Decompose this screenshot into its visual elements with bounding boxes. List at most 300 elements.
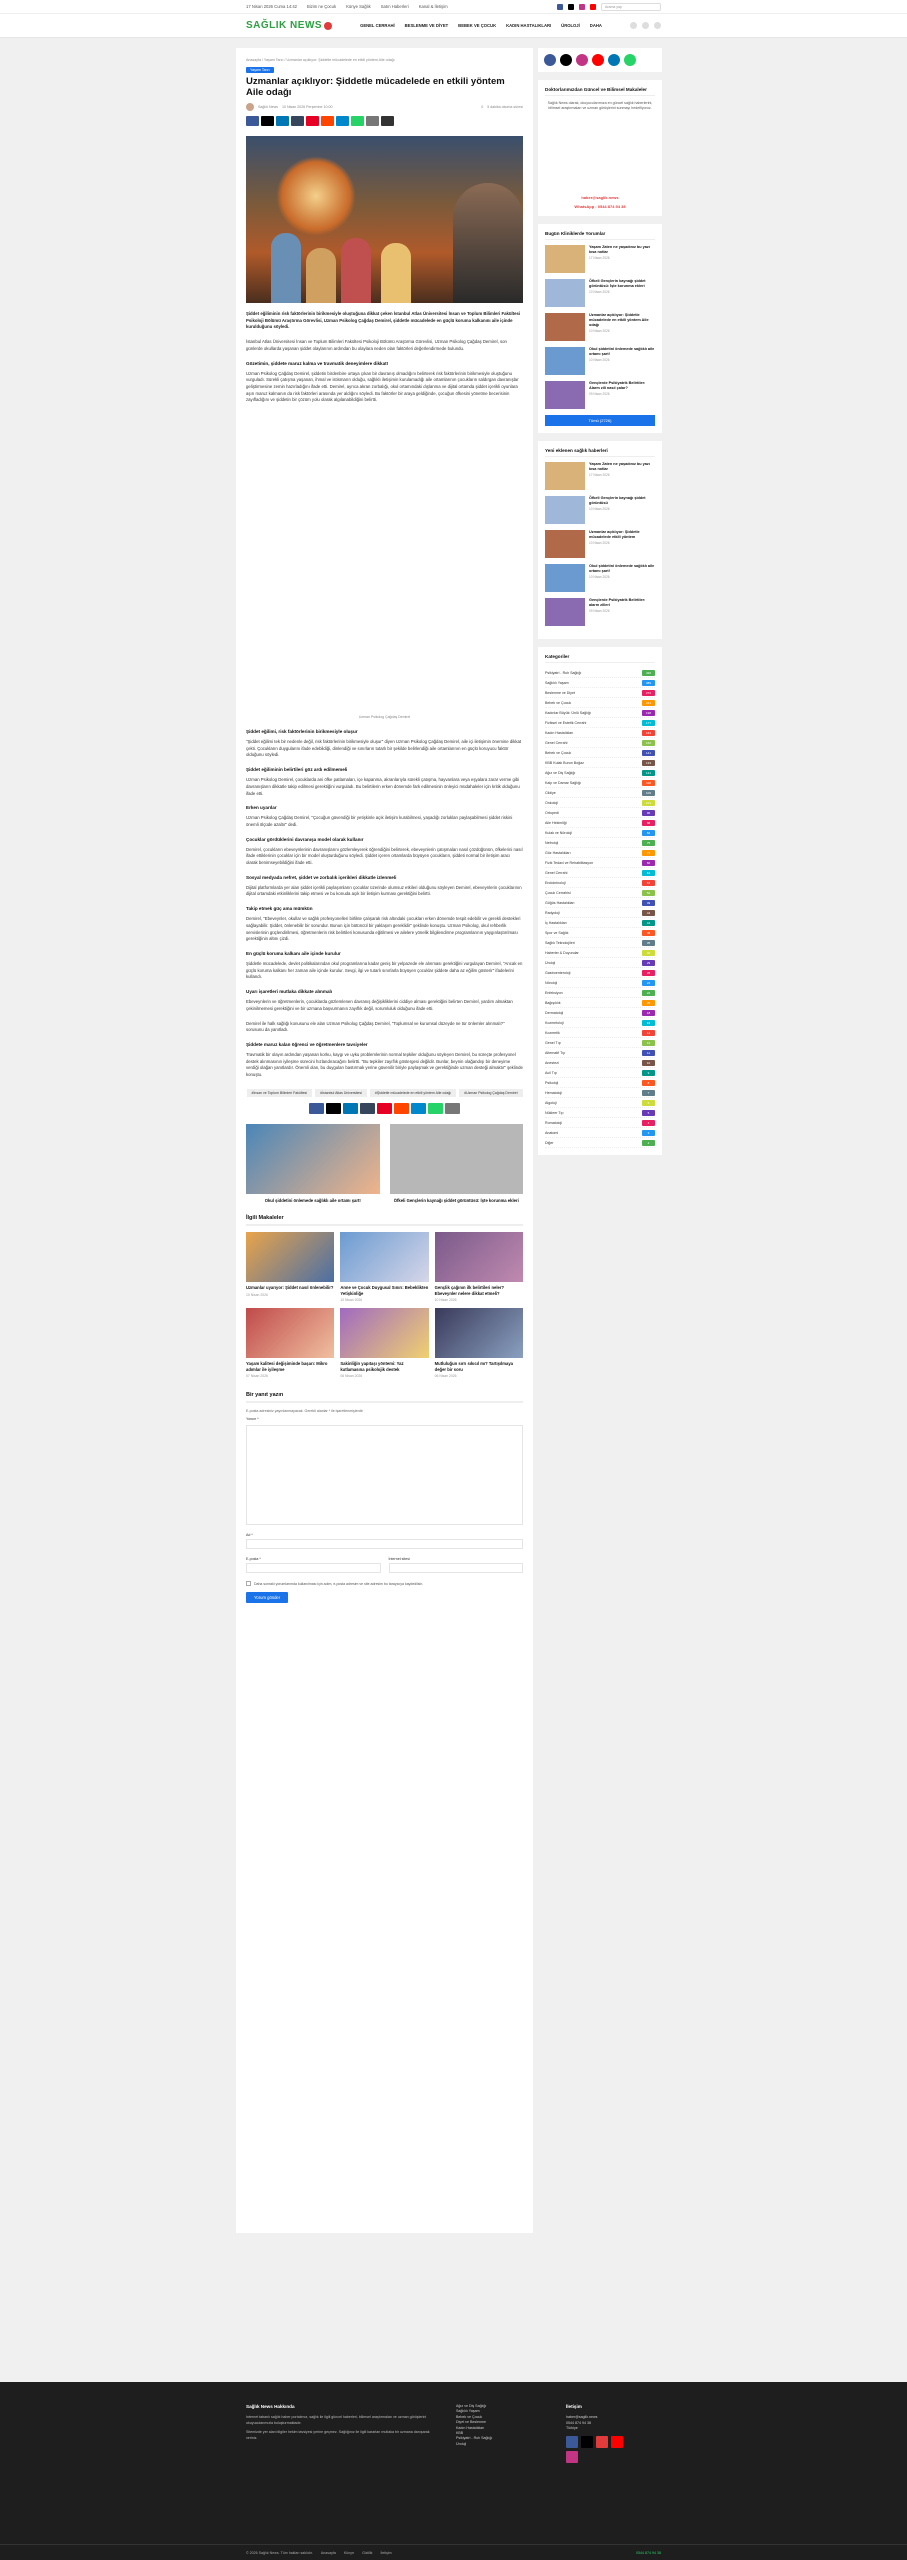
share-pinterest-icon[interactable]	[306, 116, 319, 126]
top-link-1[interactable]: Bizim ne Çocuk	[306, 4, 337, 9]
category-count: 133	[642, 760, 655, 766]
category-name[interactable]: Algoloji	[545, 1100, 557, 1105]
paragraph: Uzman Psikolog Çağdaş Demirel, "Çocuğun güvendiği bir yetişkinle açık iletişim kurabilmesi, yaşadığı zorlukları paylaşabilmesi şiddet riskini önemli ölçüde azaltır" dedi.	[246, 815, 513, 827]
footer-bottom-link[interactable]: İletişim	[380, 2550, 392, 2555]
category-count: 3	[642, 1130, 655, 1136]
category-name[interactable]: Genel Cerrahi	[545, 870, 568, 875]
heart-icon	[324, 22, 332, 30]
footer-whatsapp[interactable]: 0544 874 94 38	[636, 2550, 661, 2555]
category-name[interactable]: Kalp ve Damar Sağlığı	[545, 780, 581, 785]
share-bar	[246, 116, 523, 126]
category-count: 66	[642, 860, 655, 866]
related-date: 10 Nisan 2026	[340, 1298, 363, 1303]
category-name[interactable]: Cildiye	[545, 790, 556, 795]
facebook-icon[interactable]	[557, 4, 563, 10]
category-name[interactable]: Fizik Tedavi ve Rehabilitasyon	[545, 860, 594, 865]
nav-uroloji[interactable]: ÜROLOJİ	[561, 23, 580, 28]
next-post-title[interactable]: Öfkeli Gençlerin kaynağı şiddet görüntüsü: İşte korunma ekleri	[393, 1197, 519, 1203]
category-name[interactable]: Kozmetik	[545, 1030, 560, 1035]
category-item[interactable]	[545, 678, 655, 688]
category-name[interactable]: Radyoloji	[545, 910, 560, 915]
category-count: 71	[642, 850, 655, 856]
prev-next-posts	[246, 1124, 523, 1204]
site-header	[0, 14, 907, 38]
share-reddit-icon[interactable]	[321, 116, 334, 126]
email-label: E-posta *	[246, 1557, 261, 1562]
category-item[interactable]	[545, 1018, 655, 1028]
category-count: 389	[642, 680, 655, 686]
paragraph: "Şiddet eğilimi tek bir nedenle değil, risk faktörlerinin birikmesiyle oluşur" diyen Uzman Psikolog Çağdaş Demirel, aile içi iletişimin önemine dikkat çekti. Çocukların duygularını ifade edebildiği, dinlendiği ve sınırların tutarlı bir şekilde belirlendiği aile ortamlarının en güçlü koruyucu faktör olduğunu söyledi.	[246, 739, 522, 758]
related-grid	[246, 1232, 523, 1378]
category-name[interactable]: Onkoloji	[545, 800, 558, 805]
footer-link[interactable]: Üroloji	[456, 2441, 467, 2446]
recent-widget	[538, 441, 662, 639]
footer-link[interactable]: Bebek ve Çocuk	[456, 2414, 483, 2419]
category-item[interactable]	[545, 708, 655, 718]
footer-link[interactable]: KBB	[456, 2431, 464, 2436]
paragraph: Demirel, "Ebeveynler, okullar ve sağlık profesyonelleri birlikte çalışarak risk altındaki çocukları erken dönemde tespit edebilir ve gerekli destekleri sağlayabilir. Şiddet, önlenebilir bir sorundur. Bunun için bütüncül bir yaklaşım gereklidir" şeklinde konuştu. Uzman Psikolog, okul rehberlik servislerinin güçlendirilmesi, öğretmenlerin risk belirtileri konusunda eğitilmesi ve ailelere yönelik bilgilendirme programlarının yaygınlaştırılması gerektiğinin altını çizdi.	[246, 916, 521, 942]
name-field[interactable]	[246, 1539, 523, 1549]
related-title[interactable]: Gençlik çağının ilk belirtileri neler? Ebeveynler nelere dikkat etmeli?	[434, 1285, 505, 1296]
name-label: Ad *	[246, 1533, 253, 1538]
category-name[interactable]: Bebek ve Çocuk	[545, 750, 572, 755]
hero-image	[246, 136, 523, 303]
related-card[interactable]	[246, 1232, 334, 1302]
category-count: 96	[642, 810, 655, 816]
footer-link[interactable]: Sağlıklı Yaşam	[456, 2409, 480, 2414]
comment-textarea[interactable]	[246, 1425, 523, 1525]
list-item[interactable]: Uzmanlar açıklıyor: Şiddetle mücadelede en etkili yöntem Aile odağı 10 Nisan 2026	[545, 313, 655, 341]
category-item[interactable]	[545, 978, 655, 988]
category-item[interactable]	[545, 768, 655, 778]
category-item[interactable]	[545, 988, 655, 998]
category-count: 12	[642, 1040, 655, 1046]
subheading: Şiddet eğilimi, risk faktörlerinin birikmesiyle oluşur	[246, 729, 358, 735]
category-item[interactable]	[545, 718, 655, 728]
prev-post[interactable]	[246, 1124, 380, 1204]
nav-genel-cerrahi[interactable]: GENEL CERRAHİ	[360, 23, 395, 28]
footer-bottom-link[interactable]: Anasayfa	[320, 2550, 336, 2555]
category-item[interactable]	[545, 1108, 655, 1118]
related-card[interactable]	[435, 1232, 523, 1302]
instagram-icon[interactable]	[579, 4, 585, 10]
category-count: 9	[642, 1070, 655, 1076]
footer-link[interactable]: Kadın Hastalıkları	[456, 2425, 485, 2430]
nav-kadin[interactable]: KADIN HASTALIKLARI	[506, 23, 552, 28]
subheading: Uyarı işaretleri mutlaka dikkate alınmalı	[246, 989, 333, 995]
category-name[interactable]: Diğer	[545, 1140, 554, 1145]
category-name[interactable]: Genel Tıp	[545, 1040, 561, 1045]
whatsapp-icon[interactable]	[624, 54, 636, 66]
moon-icon[interactable]	[642, 22, 649, 29]
category-item[interactable]	[545, 1008, 655, 1018]
article-date: 10 Nisan 2026 Perşembe 10:00	[281, 105, 333, 109]
category-item[interactable]	[545, 1078, 655, 1088]
list-item[interactable]: Okul şiddetini önlemede sağlıklı aile ortamı şart! 10 Nisan 2026	[545, 347, 655, 375]
category-count: 109	[642, 790, 655, 796]
top-link-3[interactable]: Satın Haberleri	[380, 4, 409, 9]
footer-link[interactable]: Ağız ve Diş Sağlığı	[456, 2404, 487, 2408]
widget-title: Kategoriler	[545, 654, 655, 663]
category-item[interactable]	[545, 1088, 655, 1098]
top-link-4[interactable]: Kanal & İletişim	[418, 4, 448, 9]
category-count: 7	[642, 1090, 655, 1096]
category-name[interactable]: Acil Tıp	[545, 1070, 557, 1075]
x-icon[interactable]	[568, 4, 574, 10]
category-count: 24	[642, 980, 655, 986]
category-item[interactable]	[545, 1128, 655, 1138]
instagram-icon[interactable]	[576, 54, 588, 66]
category-name[interactable]: Psikiyatri - Ruh Sağlığı	[545, 670, 582, 675]
search-icon[interactable]	[630, 22, 637, 29]
category-name[interactable]: Spor ve Sağlık	[545, 930, 569, 935]
breadcrumb[interactable]: Anasayfa / Yaşam Tarzı / Uzmanlar açıklıyor: Şiddetle mücadelede en etkili yöntem Aile odağı	[246, 58, 395, 62]
subheading: Takip etmek güç ama mümkün	[246, 906, 313, 912]
category-count: 10	[642, 1060, 655, 1066]
category-count: 18	[642, 1010, 655, 1016]
paragraph: Demirel ile halk sağlığı konusunu ele alan Uzman Psikolog Çağdaş Demirel, "Toplumsal ve kurumsal düzeyde ne tür önlemler alınmalı?" sorusunu da yanıtladı.	[246, 1020, 505, 1033]
category-item[interactable]	[545, 738, 655, 748]
related-title[interactable]: Sakinliğin yapıtaşı yöntemi: Yaz kutlamasına psikolojik destek	[340, 1361, 404, 1372]
category-name[interactable]: Ortopedi	[545, 810, 559, 815]
category-count: 41	[642, 920, 655, 926]
facebook-icon[interactable]	[566, 2436, 578, 2448]
article-title: Uzmanlar açıklıyor: Şiddetle mücadelede en etkili yöntem Aile odağı	[246, 76, 505, 98]
category-item[interactable]	[545, 818, 655, 828]
list-item[interactable]: Öfkeli Gençlerin kaynağı şiddet görüntüsü 10 Nisan 2026	[545, 496, 655, 524]
category-count: 61	[642, 870, 655, 876]
facebook-icon[interactable]	[544, 54, 556, 66]
category-count: 75	[642, 840, 655, 846]
prev-post-title[interactable]: Okul şiddetini önlemede sağlıklı aile ortamı şart!	[264, 1197, 361, 1203]
paragraph: Uzman Psikolog Çağdaş Demirel, şiddetin birdenbire ortaya çıkan bir davranış olmadığını belirterek risk faktörlerinin birikmesiyle oluştuğunu vurguladı. Sürekli çatışma yaşanan, ihmal ve istismarın olduğu, sağlıklı iletişimin kurulamadığı aile ortamlarının çocukların saldırgan davranışlar geliştirmesine zemin hazırladığını ifade etti. Demirel, ayrıca akran zorbalığı, okul ortamındaki dışlanma ve dijital ortamda şiddet içerikli oyunlara aşırı maruz kalmanın da risk faktörleri arasında yer aldığını söyledi. Bu faktörler bir araya geldiğinde, çocuğun öfkesini yönetme becerisinin zayıfladığını ve şiddetin bir çözüm yolu olarak algılanabildiğini belirtti.	[246, 370, 519, 403]
category-name[interactable]: Aile Hekimliği	[545, 820, 567, 825]
category-item[interactable]	[545, 938, 655, 948]
category-name[interactable]: Bebek ve Çocuk	[545, 700, 572, 705]
category-name[interactable]: Fiziksel ve Estetik Cerrahi	[545, 720, 587, 725]
article-lead: Şiddet eğiliminin risk faktörlerinin birikmesiyle oluştuğuna dikkat çeken İstanbul Atlas Üniversitesi İnsan ve Toplum Bilimleri Fakültesi Psikoloji Bölümü Araştırma Görevlisi, Uzman Psikolog Çağdaş Demirel, şiddetle mücadelede en güçlü koruma kalkanını aile içinde kurulduğunu söyledi.	[246, 311, 521, 330]
footer-bottom-link[interactable]: Gizlilik	[362, 2550, 373, 2555]
related-card[interactable]	[340, 1308, 428, 1378]
category-count: 16	[642, 1020, 655, 1026]
related-title[interactable]: Anne ve Çocuk Duygusal Sınırı: Bebeklikten Yetişkinliğe	[340, 1285, 429, 1296]
category-item[interactable]	[545, 728, 655, 738]
list-item[interactable]: Yaşam Zaten ne yaşadınız bu yazı kısa notlar 17 Nisan 2026	[545, 462, 655, 490]
list-item[interactable]: Öfkeli Gençlerin kaynağı şiddet görüntüsü: İşte korunma ekleri 10 Nisan 2026	[545, 279, 655, 307]
subheading: Çocuklar gördüklerini davranışa model olarak kullanır	[246, 836, 364, 842]
category-item[interactable]	[545, 878, 655, 888]
category-item[interactable]	[545, 1058, 655, 1068]
category-count: 152	[642, 740, 655, 746]
paragraph: Ebeveynlerin ve öğretmenlerin, çocuklarda gözlemlenen davranış değişikliklerini ciddiye alması gerektiğini belirten Demirel, yardım almaktan çekinilmemesi gerektiğini ve bir uzmana başvurmanın zayıflık değil, sorumluluk olduğunu ifade etti.	[246, 999, 513, 1011]
related-card[interactable]	[435, 1308, 523, 1378]
category-item[interactable]	[545, 1138, 655, 1148]
pinterest-icon[interactable]	[596, 2436, 608, 2448]
email-field[interactable]	[246, 1563, 381, 1573]
category-name[interactable]: Anestezi	[545, 1060, 559, 1065]
tag[interactable]: #Uzman Psikolog Çağdaş Demirel	[459, 1089, 522, 1097]
category-name[interactable]: Nöroloji	[545, 980, 558, 985]
avatar	[246, 103, 254, 111]
category-item[interactable]	[545, 1048, 655, 1058]
youtube-icon[interactable]	[592, 54, 604, 66]
category-count: 20	[642, 1000, 655, 1006]
category-name[interactable]: İç Hastalıkları	[545, 920, 567, 925]
sidebar-social	[538, 48, 662, 72]
related-heading: İlgili Makaleler	[246, 1215, 523, 1226]
category-name[interactable]: KBB Kulak Burun Boğaz	[545, 760, 584, 765]
tag[interactable]: #Şiddetle mücadelede en etkili yöntem Aile odağı	[370, 1089, 456, 1097]
category-count: 11	[642, 1050, 655, 1056]
comment-count[interactable]: 0	[481, 105, 484, 109]
share-linkedin-icon[interactable]	[343, 1103, 358, 1114]
linkedin-icon[interactable]	[608, 54, 620, 66]
share-linkedin-icon[interactable]	[276, 116, 289, 126]
list-item[interactable]: Okul şiddetini önlemede sağlıklı aile ortamı şart! 10 Nisan 2026	[545, 564, 655, 592]
menu-icon[interactable]	[654, 22, 661, 29]
comment-note: E-posta adresiniz yayınlanmayacak. Gerekli alanlar * ile işaretlenmişlerdir	[246, 1409, 363, 1414]
category-name[interactable]: Beslenme ve Diyet	[545, 690, 575, 695]
category-name[interactable]: Enfeksiyon	[545, 990, 563, 995]
nav-bebek-cocuk[interactable]: BEBEK VE ÇOCUK	[458, 23, 497, 28]
paragraph: Şiddetle mücadelede, devlet politikalarından okul programlarına kadar geniş bir yelpazede ele alınması gerektiğini vurgulayan Demirel, "Ancak en güçlü koruma kalkanı her zaman aile içinde kurulur. Sevgi, ilgi ve tutarlı sınırlarla büyüyen çocuklar şiddete daha az eğilim gösterir" ifadelerini kullandı.	[246, 960, 523, 980]
subheading: Erken uyarılar	[246, 805, 277, 811]
category-name[interactable]: Hematoloji	[545, 1090, 562, 1095]
category-item[interactable]	[545, 758, 655, 768]
instagram-icon[interactable]	[566, 2451, 578, 2463]
category-name[interactable]: Sağlık Teknolojileri	[545, 940, 575, 945]
list-item[interactable]: Gençlerde Psikiyatrik Belirtiler: Alarm zili nasıl çalar? 09 Nisan 2026	[545, 381, 655, 409]
category-item[interactable]	[545, 918, 655, 928]
category-name[interactable]: Anatomi	[545, 1130, 559, 1135]
category-item[interactable]	[545, 898, 655, 908]
popular-widget	[538, 224, 662, 433]
contact-phone[interactable]: WhatsApp : 0544 874 94 38	[574, 204, 626, 209]
subheading: Şiddet eğiliminin belirtileri göz ardı edilmemeli	[246, 767, 348, 773]
share-mail-icon[interactable]	[366, 116, 379, 126]
footer-link[interactable]: Diyet ve Beslenme	[456, 2420, 486, 2425]
related-card[interactable]	[340, 1232, 428, 1302]
share-tumblr-icon[interactable]	[291, 116, 304, 126]
x-icon[interactable]	[560, 54, 572, 66]
footer-phone[interactable]: 0544 874 94 38	[566, 2420, 591, 2425]
subheading: Sosyal medyada nefret, şiddet ve zorbalık içerikleri dikkatle izlenmeli	[246, 874, 397, 880]
article-figure	[246, 412, 523, 712]
search-input[interactable]: Arama yap	[601, 3, 661, 11]
category-item[interactable]	[545, 778, 655, 788]
related-card[interactable]	[246, 1308, 334, 1378]
comment-heading: Bir yanıt yazın	[246, 1392, 523, 1403]
share-x-icon[interactable]	[261, 116, 274, 126]
category-name[interactable]: Romatoloji	[545, 1120, 562, 1125]
site-footer	[0, 2382, 907, 2560]
share-whatsapp-icon[interactable]	[351, 116, 364, 126]
category-count: 241	[642, 700, 655, 706]
list-item[interactable]: Gençlerde Psikiyatrik Belirtiler: alarm zilleri 09 Nisan 2026	[545, 598, 655, 626]
paragraph: Demirel, çocukların ebeveynlerinin davranışlarını gözlemleyerek öğrendiğini belirterek, ebeveynlerin çatışmaları nasıl çözdüğünün, öfkelerini nasıl ifade ettiklerinin çocuklar için bir model oluşturduğunu söyledi. Şiddet içeren ortamlarda büyüyen çocukların, şiddeti normal bir iletişim aracı olarak benimseyebildiğini ifade etti.	[246, 846, 523, 866]
share-x-icon[interactable]	[326, 1103, 341, 1114]
footer-contact-title: İletişim	[566, 2404, 582, 2409]
nav-daha[interactable]: DAHA	[589, 23, 602, 28]
category-count: 4	[642, 1120, 655, 1126]
category-count: 426	[642, 670, 655, 676]
share-facebook-icon[interactable]	[246, 116, 259, 126]
footer-about-text: Internet tabanlı sağlık haber portalımız, sağlık ile ilgili güncel haberleri, bilimsel araştırmaları ve uzman görüşlerini okuyucularımızla buluşturmaktadır.	[246, 2415, 427, 2425]
category-item[interactable]	[545, 1038, 655, 1048]
category-name[interactable]: Endokrinoloji	[545, 880, 566, 885]
related-title[interactable]: Mutluluğun sırrı sıkıcıl mı? Tartışılmaya değer bir soru	[434, 1361, 513, 1372]
category-name[interactable]: Nükleer Tıp	[545, 1110, 564, 1115]
youtube-icon[interactable]	[611, 2436, 623, 2448]
category-count: 141	[642, 750, 655, 756]
tag[interactable]: #İstanbul Atlas Üniversitesi	[315, 1089, 367, 1097]
category-name[interactable]: Göz Hastalıkları	[545, 850, 571, 855]
paragraph: Uzman Psikolog Demirel, çocuklarda ani öfke patlamaları, içe kapanma, akranlarıyla sürekli çatışma, hayvanlara veya eşyalara zarar verme gibi davranışların dikkatle takip edilmesi gerektiğini vurguladı. Bu belirtilerin erken dönemde fark edilmesinin önleyici müdahaleler için kritik olduğunu ifade etti.	[246, 777, 520, 796]
category-count: 22	[642, 990, 655, 996]
share-pinterest-icon[interactable]	[377, 1103, 392, 1114]
share-facebook-icon[interactable]	[309, 1103, 324, 1114]
category-name[interactable]: Çocuk Cerrahisi	[545, 890, 571, 895]
about-text: Sağlık News olarak, okuyucularımıza en güncel sağlık haberlerini, bilimsel araştırmaları ve uzman görüşlerini sunmayı hedefliyoruz.	[547, 101, 653, 111]
category-name[interactable]: Dermatoloji	[545, 1010, 564, 1015]
category-item[interactable]	[545, 888, 655, 898]
submit-comment-button[interactable]: Yorum gönder	[246, 1592, 288, 1603]
category-count: 2	[642, 1140, 655, 1146]
contact-email[interactable]: haber@saglik.news	[581, 195, 619, 200]
category-item[interactable]	[545, 928, 655, 938]
category-name[interactable]: Kadın Hastalıkları	[545, 730, 574, 735]
related-title[interactable]: Uzmanlar uyarıyor: Şiddet nasıl önlenebilir?	[246, 1285, 334, 1291]
save-info-checkbox[interactable]	[246, 1581, 251, 1586]
category-item[interactable]	[545, 838, 655, 848]
tag[interactable]: #İnsan ve Toplum Bilimleri Fakültesi	[247, 1089, 313, 1097]
top-link-2[interactable]: Künye Sağlık	[346, 4, 371, 9]
category-count: 101	[642, 800, 655, 806]
paragraph: Dijital platformlarda yer alan şiddet içerikli paylaşımların çocuklar üzerinde olumsuz etkileri olduğunu söyleyen Demirel, ebeveynlerin çocuklarının dijital ortamdaki etkinliklerini takip etmesi ve bu konuda açık bir iletişim kurması gerektiğini belirtti.	[246, 884, 522, 897]
category-item[interactable]	[545, 798, 655, 808]
footer-bottom-link[interactable]: Künye	[343, 2550, 355, 2555]
nav-beslenme[interactable]: BESLENME VE DİYET	[404, 23, 449, 28]
list-item[interactable]: Uzmanlar açıklıyor: Şiddetle mücadelede etkili yöntem 10 Nisan 2026	[545, 530, 655, 558]
category-name[interactable]: Kadınlar Büyük: Ünlü Sağlığı	[545, 710, 591, 715]
category-item[interactable]	[545, 688, 655, 698]
share-print-icon[interactable]	[381, 116, 394, 126]
share-telegram-icon[interactable]	[336, 116, 349, 126]
category-item[interactable]	[545, 968, 655, 978]
category-count: 118	[642, 780, 655, 786]
website-field[interactable]	[389, 1563, 524, 1573]
category-item[interactable]	[545, 748, 655, 758]
share-telegram-icon[interactable]	[411, 1103, 426, 1114]
next-post[interactable]	[390, 1124, 524, 1204]
article-content	[236, 48, 533, 2233]
category-name[interactable]: Ağız ve Diş Sağlığı	[545, 770, 576, 775]
category-item[interactable]	[545, 808, 655, 818]
site-logo[interactable]	[246, 20, 332, 31]
category-count: 49	[642, 900, 655, 906]
category-name[interactable]: Haberler & Duyurular	[545, 950, 579, 955]
category-count: 14	[642, 1030, 655, 1036]
subheading: En güçlü koruma kalkanı aile içinde kurulur	[246, 950, 341, 956]
category-item[interactable]	[545, 958, 655, 968]
save-info-label: Daha sonraki yorumlarımda kullanılması için adım, e-posta adresim ve site adresim bu tarayıcıya kaydedilsin.	[254, 1581, 424, 1586]
list-item[interactable]: Yaşam Zaten ne yaşadınız bu yazı kısa notlar 17 Nisan 2026	[545, 245, 655, 273]
more-button[interactable]: Tümü (2726)	[545, 415, 655, 426]
article-meta	[246, 103, 523, 111]
footer-about-text-2: Sitemizde yer alan bilgiler hekim tavsiyesi yerine geçmez. Sağlığınız ile ilgili kararları mutlaka bir uzmana danışarak veriniz.	[246, 2430, 430, 2440]
category-name[interactable]: Bağışıklık	[545, 1000, 561, 1005]
category-count: 5	[642, 1110, 655, 1116]
share-whatsapp-icon[interactable]	[428, 1103, 443, 1114]
x-icon[interactable]	[581, 2436, 593, 2448]
category-item[interactable]	[545, 858, 655, 868]
category-item[interactable]	[545, 998, 655, 1008]
category-name[interactable]: Psikoloji	[545, 1080, 559, 1085]
category-item[interactable]	[545, 948, 655, 958]
category-name[interactable]: Gastroenteroloji	[545, 970, 571, 975]
category-item[interactable]	[545, 868, 655, 878]
top-bar	[0, 0, 907, 14]
category-count: 164	[642, 730, 655, 736]
category-item[interactable]	[545, 908, 655, 918]
category-count: 35	[642, 940, 655, 946]
author-name[interactable]: Sağlık News	[258, 105, 278, 109]
category-name[interactable]: Genel Cerrahi	[545, 740, 568, 745]
share-reddit-icon[interactable]	[394, 1103, 409, 1114]
youtube-icon[interactable]	[590, 4, 596, 10]
category-item[interactable]	[545, 668, 655, 678]
category-badge[interactable]: Yaşam Tarzı	[246, 67, 274, 73]
related-title[interactable]: Yaşam kalitesi değişiminde başarı: Mikro adımlar ile iyileşme	[246, 1361, 328, 1372]
category-name[interactable]: Alternatif Tıp	[545, 1050, 566, 1055]
category-name[interactable]: Kulak ve Nöroloji	[545, 830, 572, 835]
category-item[interactable]	[545, 698, 655, 708]
category-count: 198	[642, 710, 655, 716]
share-mail-icon[interactable]	[445, 1103, 460, 1114]
related-date: 06 Nisan 2026	[434, 1374, 457, 1379]
category-name[interactable]: Nefroloji	[545, 840, 559, 845]
footer-email[interactable]: haber@saglik.news	[566, 2415, 598, 2420]
category-item[interactable]	[545, 788, 655, 798]
category-item[interactable]	[545, 848, 655, 858]
logo-text: SAĞLIK NEWS	[246, 20, 323, 31]
comment-label: Yorum *	[246, 1417, 259, 1422]
category-name[interactable]: Kozmetoloji	[545, 1020, 564, 1025]
category-count: 26	[642, 970, 655, 976]
widget-title: Bugün Kliniklerde Yorumlar	[545, 231, 655, 240]
category-name[interactable]: Üroloji	[545, 960, 556, 965]
category-count: 6	[642, 1100, 655, 1106]
category-item[interactable]	[545, 1028, 655, 1038]
category-name[interactable]: Göğüs Hastalıkları	[545, 900, 575, 905]
footer-link[interactable]: Psikiyatri - Ruh Sağlığı	[456, 2436, 493, 2441]
category-item[interactable]	[545, 1118, 655, 1128]
category-name[interactable]: Sağlıklı Yaşam	[545, 680, 569, 685]
paragraph: İstanbul Atlas Üniversitesi İnsan ve Toplum Bilimleri Fakültesi Psikoloji Bölümü Araştırma Görevlisi, Uzman Psikolog Çağdaş Demirel, son günlerde okullarda yaşanan şiddet olaylarının ardından bu olaylara neden olan faktörleri değerlendirmede bulundu.	[246, 339, 507, 351]
category-item[interactable]	[545, 1098, 655, 1108]
category-count: 29	[642, 960, 655, 966]
bottom-share-bar	[246, 1103, 523, 1114]
related-date: 10 Nisan 2026	[434, 1298, 457, 1303]
top-date: 17 Nisan 2026 Cuma 14:42	[246, 4, 297, 9]
category-count: 272	[642, 690, 655, 696]
copyright: © 2026 Sağlık News. Tüm hakları saklıdır.	[246, 2550, 313, 2555]
share-tumblr-icon[interactable]	[360, 1103, 375, 1114]
website-label: İnternet sitesi	[388, 1557, 410, 1562]
subheading: Gözetimin, şiddete maruz kalma ve travmatik deneyimlere dikkat!	[246, 360, 389, 366]
category-item[interactable]	[545, 1068, 655, 1078]
category-item[interactable]	[545, 828, 655, 838]
